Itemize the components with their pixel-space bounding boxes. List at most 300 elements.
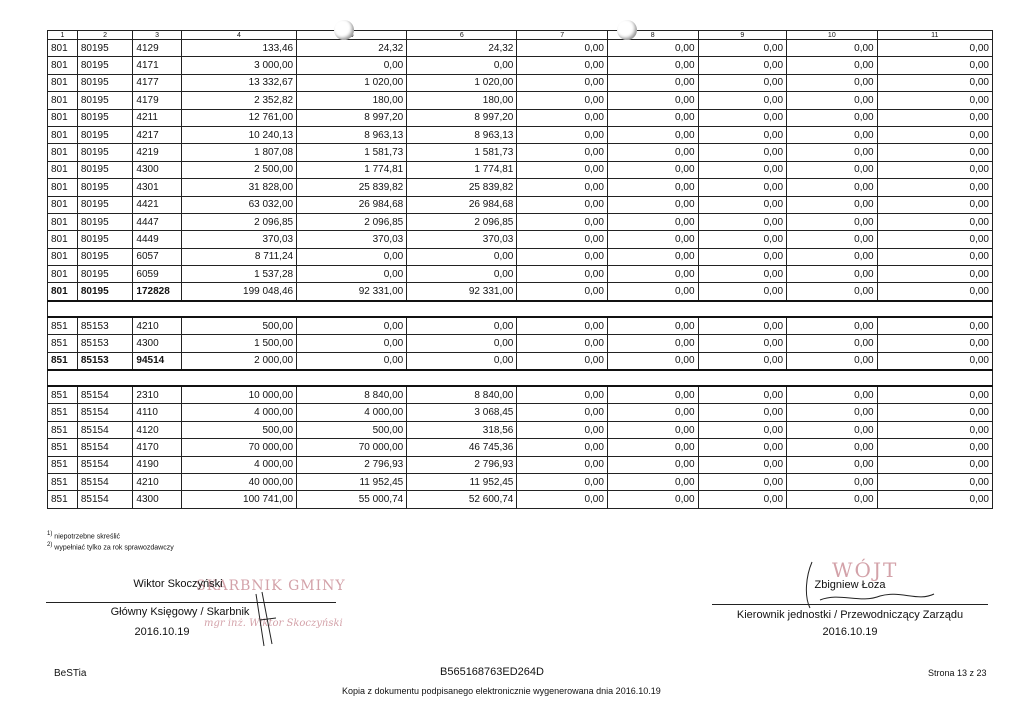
table-cell: 4110 — [133, 404, 181, 421]
table-cell: 0,00 — [698, 421, 787, 438]
table-cell: 0,00 — [877, 40, 992, 57]
table-cell: 0,00 — [877, 231, 992, 248]
table-cell: 1 500,00 — [181, 335, 296, 352]
section-separator — [48, 370, 993, 386]
table-cell: 0,00 — [787, 213, 878, 230]
table-cell: 0,00 — [607, 231, 698, 248]
table-cell: 2 500,00 — [181, 161, 296, 178]
table-cell: 8 840,00 — [407, 386, 517, 404]
table-cell: 0,00 — [877, 283, 992, 301]
table-cell: 0,00 — [877, 161, 992, 178]
table-cell: 85154 — [77, 439, 133, 456]
table-cell: 0,00 — [517, 144, 608, 161]
table-row — [48, 196, 993, 213]
table-cell: 0,00 — [517, 126, 608, 143]
table-cell: 801 — [48, 126, 78, 143]
table-cell: 0,00 — [517, 248, 608, 265]
column-number: 2 — [77, 31, 133, 40]
table-row — [48, 317, 993, 335]
table-cell: 4301 — [133, 179, 181, 196]
table-cell: 0,00 — [517, 283, 608, 301]
table-cell: 1 581,73 — [407, 144, 517, 161]
column-number: 4 — [181, 31, 296, 40]
table-cell: 801 — [48, 266, 78, 283]
table-row — [48, 439, 993, 456]
footer-copy-note: Kopia z dokumentu podpisanego elektronicznie wygenerowana dnia 2016.10.19 — [342, 686, 661, 696]
table-cell: 80195 — [77, 213, 133, 230]
table-cell: 4177 — [133, 74, 181, 91]
subtotal-row — [48, 283, 993, 301]
table-row — [48, 456, 993, 473]
table-row — [48, 491, 993, 508]
table-cell: 500,00 — [297, 421, 407, 438]
table-cell: 0,00 — [787, 386, 878, 404]
table-cell: 2 000,00 — [181, 352, 296, 370]
footnote-1 — [47, 531, 120, 540]
table-cell: 0,00 — [517, 109, 608, 126]
table-cell: 0,00 — [407, 352, 517, 370]
table-cell: 25 839,82 — [407, 179, 517, 196]
table-cell: 180,00 — [297, 92, 407, 109]
table-cell: 0,00 — [787, 421, 878, 438]
table-cell: 0,00 — [607, 352, 698, 370]
footnote-2 — [47, 542, 174, 551]
table-cell: 0,00 — [517, 317, 608, 335]
table-row — [48, 213, 993, 230]
table-cell: 80195 — [77, 109, 133, 126]
table-cell: 85154 — [77, 456, 133, 473]
separator-cell — [48, 370, 993, 386]
table-cell: 0,00 — [877, 92, 992, 109]
table-cell: 92 331,00 — [407, 283, 517, 301]
wojt-signature-line — [712, 604, 988, 605]
footnote-2-mark: 2) — [47, 542, 53, 548]
table-cell: 801 — [48, 248, 78, 265]
table-cell: 0,00 — [517, 456, 608, 473]
table-cell: 851 — [48, 317, 78, 335]
table-cell: 4120 — [133, 421, 181, 438]
table-cell: 0,00 — [877, 179, 992, 196]
table-cell: 0,00 — [607, 179, 698, 196]
column-number: 7 — [517, 31, 608, 40]
table-cell: 0,00 — [787, 439, 878, 456]
table-cell: 0,00 — [607, 473, 698, 490]
table-cell: 0,00 — [877, 335, 992, 352]
table-cell: 801 — [48, 57, 78, 74]
table-cell: 4449 — [133, 231, 181, 248]
table-cell: 4170 — [133, 439, 181, 456]
table-row — [48, 126, 993, 143]
table-cell: 851 — [48, 456, 78, 473]
table-cell: 63 032,00 — [181, 196, 296, 213]
table-cell: 24,32 — [297, 40, 407, 57]
table-cell: 0,00 — [698, 213, 787, 230]
table-cell: 0,00 — [787, 161, 878, 178]
table-cell: 4 000,00 — [181, 456, 296, 473]
footer-app-name: BeSTia — [54, 668, 87, 679]
table-cell: 80195 — [77, 74, 133, 91]
table-cell: 0,00 — [517, 161, 608, 178]
table-cell: 3 000,00 — [181, 57, 296, 74]
table-cell: 0,00 — [787, 74, 878, 91]
table-cell: 25 839,82 — [297, 179, 407, 196]
table-cell: 4447 — [133, 213, 181, 230]
separator-cell — [48, 301, 993, 317]
table-cell: 0,00 — [698, 352, 787, 370]
table-cell: 0,00 — [407, 317, 517, 335]
table-body — [48, 31, 993, 509]
table-row — [48, 179, 993, 196]
table-cell: 0,00 — [517, 231, 608, 248]
footer-page-number: Strona 13 z 23 — [928, 668, 987, 678]
table-cell: 85154 — [77, 386, 133, 404]
table-cell: 0,00 — [698, 317, 787, 335]
table-cell: 8 711,24 — [181, 248, 296, 265]
table-cell: 370,03 — [407, 231, 517, 248]
table-cell: 0,00 — [787, 196, 878, 213]
table-cell: 4 000,00 — [297, 404, 407, 421]
table-cell: 0,00 — [787, 57, 878, 74]
table-cell: 46 745,36 — [407, 439, 517, 456]
table-cell: 0,00 — [787, 335, 878, 352]
table-cell: 0,00 — [698, 386, 787, 404]
table-cell: 0,00 — [877, 491, 992, 508]
table-cell: 6057 — [133, 248, 181, 265]
table-row — [48, 144, 993, 161]
table-cell: 801 — [48, 179, 78, 196]
table-cell: 370,03 — [181, 231, 296, 248]
table-cell: 0,00 — [698, 109, 787, 126]
table-cell: 13 332,67 — [181, 74, 296, 91]
table-row — [48, 473, 993, 490]
table-cell: 0,00 — [787, 317, 878, 335]
table-cell: 80195 — [77, 40, 133, 57]
table-cell: 0,00 — [877, 109, 992, 126]
table-cell: 10 240,13 — [181, 126, 296, 143]
table-cell: 0,00 — [877, 439, 992, 456]
table-cell: 851 — [48, 352, 78, 370]
footnote-2-text: wypełniać tylko za rok sprawozdawczy — [54, 544, 174, 552]
table-cell: 0,00 — [698, 456, 787, 473]
table-cell: 55 000,74 — [297, 491, 407, 508]
table-cell: 0,00 — [407, 57, 517, 74]
table-cell: 0,00 — [877, 57, 992, 74]
table-cell: 8 963,13 — [297, 126, 407, 143]
table-row — [48, 40, 993, 57]
table-cell: 11 952,45 — [297, 473, 407, 490]
table-cell: 0,00 — [607, 335, 698, 352]
subtotal-row — [48, 352, 993, 370]
table-cell: 11 952,45 — [407, 473, 517, 490]
table-cell: 0,00 — [407, 335, 517, 352]
table-cell: 0,00 — [517, 404, 608, 421]
table-cell: 0,00 — [517, 421, 608, 438]
table-cell: 851 — [48, 473, 78, 490]
table-cell: 0,00 — [297, 352, 407, 370]
table-cell: 4179 — [133, 92, 181, 109]
table-cell: 0,00 — [877, 421, 992, 438]
table-cell: 851 — [48, 491, 78, 508]
table-cell: 94514 — [133, 352, 181, 370]
table-cell: 2 096,85 — [297, 213, 407, 230]
table-cell: 1 774,81 — [407, 161, 517, 178]
table-cell: 80195 — [77, 144, 133, 161]
table-cell: 4190 — [133, 456, 181, 473]
table-cell: 172828 — [133, 283, 181, 301]
skarbnik-role: Główny Księgowy / Skarbnik — [110, 606, 250, 618]
table-cell: 0,00 — [698, 283, 787, 301]
table-cell: 80195 — [77, 161, 133, 178]
table-cell: 0,00 — [698, 248, 787, 265]
table-cell: 0,00 — [877, 386, 992, 404]
table-cell: 4217 — [133, 126, 181, 143]
table-cell: 0,00 — [517, 335, 608, 352]
table-cell: 801 — [48, 196, 78, 213]
table-row — [48, 231, 993, 248]
table-cell: 100 741,00 — [181, 491, 296, 508]
table-cell: 0,00 — [787, 283, 878, 301]
column-number: 10 — [787, 31, 878, 40]
table-cell: 0,00 — [877, 248, 992, 265]
table-cell: 0,00 — [607, 317, 698, 335]
table-cell: 4300 — [133, 335, 181, 352]
table-cell: 0,00 — [698, 144, 787, 161]
table-cell: 12 761,00 — [181, 109, 296, 126]
table-cell: 4171 — [133, 57, 181, 74]
table-row — [48, 248, 993, 265]
table-cell: 85153 — [77, 317, 133, 335]
table-cell: 4421 — [133, 196, 181, 213]
table-cell: 2 096,85 — [181, 213, 296, 230]
table-cell: 80195 — [77, 179, 133, 196]
table-cell: 26 984,68 — [297, 196, 407, 213]
table-cell: 851 — [48, 335, 78, 352]
table-cell: 0,00 — [877, 404, 992, 421]
table-cell: 1 020,00 — [297, 74, 407, 91]
table-cell: 0,00 — [607, 386, 698, 404]
table-cell: 8 997,20 — [407, 109, 517, 126]
table-cell: 85154 — [77, 491, 133, 508]
table-row — [48, 92, 993, 109]
table-row — [48, 421, 993, 438]
column-number: 9 — [698, 31, 787, 40]
table-cell: 26 984,68 — [407, 196, 517, 213]
table-cell: 4210 — [133, 473, 181, 490]
table-cell: 0,00 — [787, 266, 878, 283]
table-cell: 85154 — [77, 421, 133, 438]
table-cell: 0,00 — [607, 161, 698, 178]
table-cell: 0,00 — [787, 179, 878, 196]
table-cell: 0,00 — [787, 92, 878, 109]
table-cell: 0,00 — [698, 126, 787, 143]
table-cell: 80195 — [77, 92, 133, 109]
table-cell: 0,00 — [877, 74, 992, 91]
table-cell: 0,00 — [607, 491, 698, 508]
table-row — [48, 109, 993, 126]
table-cell: 0,00 — [698, 491, 787, 508]
table-cell: 0,00 — [787, 404, 878, 421]
table-cell: 0,00 — [407, 266, 517, 283]
table-cell: 0,00 — [698, 161, 787, 178]
table-cell: 80195 — [77, 196, 133, 213]
table-cell: 851 — [48, 386, 78, 404]
table-cell: 0,00 — [517, 473, 608, 490]
column-number-row — [48, 31, 993, 40]
table-cell: 133,46 — [181, 40, 296, 57]
table-cell: 80195 — [77, 248, 133, 265]
skarbnik-stamp: SKARBNIK GMINY — [196, 578, 346, 594]
punch-hole-right — [617, 20, 637, 40]
skarbnik-name: Wiktor Skoczyński — [133, 578, 223, 590]
table-row — [48, 404, 993, 421]
wojt-role: Kierownik jednostki / Przewodniczący Zarządu — [736, 609, 964, 621]
table-row — [48, 74, 993, 91]
table-cell: 801 — [48, 161, 78, 178]
table-cell: 85153 — [77, 352, 133, 370]
table-cell: 80195 — [77, 231, 133, 248]
table-cell: 0,00 — [517, 386, 608, 404]
table-cell: 851 — [48, 404, 78, 421]
skarbnik-signature-mark — [250, 590, 280, 650]
table-cell: 8 963,13 — [407, 126, 517, 143]
table-cell: 0,00 — [787, 352, 878, 370]
table-cell: 370,03 — [297, 231, 407, 248]
table-cell: 4129 — [133, 40, 181, 57]
table-cell: 0,00 — [787, 248, 878, 265]
table-cell: 0,00 — [698, 266, 787, 283]
table-cell: 0,00 — [877, 213, 992, 230]
table-cell: 0,00 — [698, 40, 787, 57]
table-row — [48, 335, 993, 352]
wojt-date: 2016.10.19 — [822, 626, 878, 638]
table-cell: 4219 — [133, 144, 181, 161]
column-number: 6 — [407, 31, 517, 40]
table-cell: 6059 — [133, 266, 181, 283]
table-cell: 70 000,00 — [297, 439, 407, 456]
table-cell: 0,00 — [607, 57, 698, 74]
table-cell: 80195 — [77, 126, 133, 143]
table-cell: 1 774,81 — [297, 161, 407, 178]
table-cell: 0,00 — [297, 248, 407, 265]
table-cell: 0,00 — [517, 196, 608, 213]
table-cell: 851 — [48, 421, 78, 438]
table-cell: 0,00 — [607, 266, 698, 283]
table-row — [48, 266, 993, 283]
wojt-signature-mark — [800, 556, 940, 616]
table-cell: 0,00 — [787, 491, 878, 508]
table-cell: 801 — [48, 74, 78, 91]
table-cell: 0,00 — [698, 404, 787, 421]
table-row — [48, 386, 993, 404]
table-cell: 2310 — [133, 386, 181, 404]
table-cell: 4 000,00 — [181, 404, 296, 421]
wojt-name: Zbigniew Łoza — [814, 579, 886, 591]
table-cell: 0,00 — [787, 456, 878, 473]
table-cell: 0,00 — [607, 248, 698, 265]
table-cell: 801 — [48, 109, 78, 126]
table-cell: 0,00 — [297, 317, 407, 335]
table-cell: 0,00 — [607, 213, 698, 230]
table-cell: 0,00 — [607, 404, 698, 421]
table-cell: 2 096,85 — [407, 213, 517, 230]
column-number: 8 — [607, 31, 698, 40]
table-cell: 0,00 — [787, 126, 878, 143]
table-cell: 0,00 — [607, 126, 698, 143]
column-number: 11 — [877, 31, 992, 40]
table-cell: 851 — [48, 439, 78, 456]
table-cell: 801 — [48, 144, 78, 161]
table-cell: 0,00 — [698, 74, 787, 91]
table-cell: 0,00 — [698, 231, 787, 248]
table-cell: 180,00 — [407, 92, 517, 109]
table-cell: 80195 — [77, 283, 133, 301]
table-cell: 199 048,46 — [181, 283, 296, 301]
table-cell: 0,00 — [297, 57, 407, 74]
table-cell: 801 — [48, 40, 78, 57]
table-row — [48, 161, 993, 178]
table-cell: 8 840,00 — [297, 386, 407, 404]
table-cell: 0,00 — [517, 213, 608, 230]
footnote-1-text: niepotrzebne skreślić — [54, 533, 121, 541]
table-cell: 1 581,73 — [297, 144, 407, 161]
table-cell: 4211 — [133, 109, 181, 126]
table-cell: 70 000,00 — [181, 439, 296, 456]
table-cell: 4300 — [133, 491, 181, 508]
table-cell: 500,00 — [181, 317, 296, 335]
table-cell: 0,00 — [297, 266, 407, 283]
table-cell: 0,00 — [517, 352, 608, 370]
table-cell: 0,00 — [877, 126, 992, 143]
table-cell: 801 — [48, 283, 78, 301]
table-cell: 0,00 — [407, 248, 517, 265]
budget-table — [47, 30, 993, 509]
table-cell: 0,00 — [877, 196, 992, 213]
table-cell: 4300 — [133, 161, 181, 178]
table-cell: 0,00 — [787, 144, 878, 161]
table-cell: 0,00 — [877, 317, 992, 335]
table-cell: 0,00 — [877, 456, 992, 473]
table-cell: 1 020,00 — [407, 74, 517, 91]
table-cell: 10 000,00 — [181, 386, 296, 404]
table-cell: 0,00 — [607, 109, 698, 126]
table-cell: 0,00 — [877, 144, 992, 161]
table-cell: 801 — [48, 213, 78, 230]
table-cell: 0,00 — [517, 491, 608, 508]
column-number: 3 — [133, 31, 181, 40]
table-cell: 85153 — [77, 335, 133, 352]
table-cell: 4210 — [133, 317, 181, 335]
table-cell: 0,00 — [297, 335, 407, 352]
table-cell: 0,00 — [698, 57, 787, 74]
table-cell: 0,00 — [787, 109, 878, 126]
table-cell: 0,00 — [698, 335, 787, 352]
table-cell: 1 807,08 — [181, 144, 296, 161]
table-cell: 0,00 — [607, 40, 698, 57]
table-cell: 801 — [48, 92, 78, 109]
table-cell: 0,00 — [607, 144, 698, 161]
table-cell: 8 997,20 — [297, 109, 407, 126]
footer-document-code: B565168763ED264D — [440, 666, 544, 678]
table-cell: 80195 — [77, 266, 133, 283]
table-cell: 1 537,28 — [181, 266, 296, 283]
table-cell: 85154 — [77, 404, 133, 421]
table-cell: 0,00 — [787, 40, 878, 57]
section-separator — [48, 301, 993, 317]
table-cell: 2 796,93 — [297, 456, 407, 473]
skarbnik-date: 2016.10.19 — [134, 626, 190, 638]
table-cell: 0,00 — [877, 266, 992, 283]
table-cell: 2 352,82 — [181, 92, 296, 109]
